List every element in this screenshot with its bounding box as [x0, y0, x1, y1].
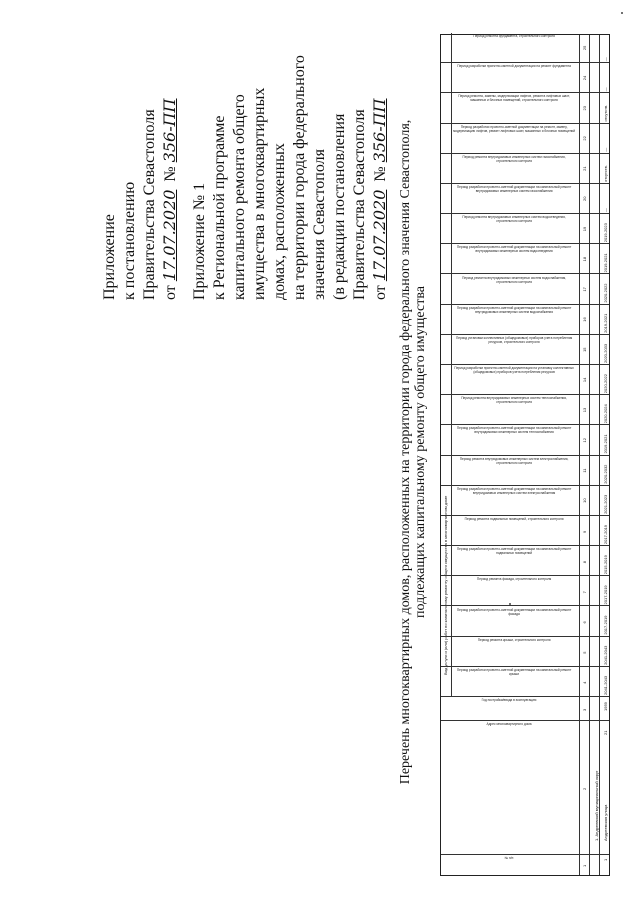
title-line-1: Перечень многоквартирных домов, расположенных на территории города федерального значения Севастополя, — [398, 119, 413, 785]
col-number-15: 15 — [582, 347, 587, 352]
row-value-25: — — [603, 57, 608, 62]
col-header-23: Период ремонта, замены, модернизации лифтов, ремонта лифтовых шахт, машинных и блочных помещений, строительного контроля — [458, 94, 570, 103]
col-number-20: 20 — [582, 196, 587, 201]
row-year: 1959 — [603, 702, 608, 711]
scan-dot — [509, 603, 511, 605]
row-value-5: 2041-2043 — [603, 645, 608, 665]
col-number-13: 13 — [582, 407, 587, 413]
row-value-8: 2015-2019 — [603, 555, 608, 575]
col-header-16: Период разработки проектно-сметной документации на капитальный ремонт внутридомовых инженерных систем водоснабжения — [456, 305, 572, 314]
annex-line-2: к Региональной программе — [211, 115, 228, 300]
col-number-19: 19 — [582, 226, 587, 232]
row-value-24: — — [603, 87, 608, 92]
approval-date-prefix: от — [162, 281, 179, 300]
table-rule — [441, 720, 609, 721]
annex-line-9: Правительства Севастополя — [351, 109, 368, 300]
col-header-2: Адрес многоквартирного дома — [486, 722, 532, 726]
col-header-14: Период разработки проектно-сметной документации на установку коллективных (общедомовых) приборов учета потребления ресурсов — [454, 366, 574, 375]
annex-date: 17.07.2020 — [370, 189, 389, 282]
document-title — [398, 72, 428, 832]
col-number-7: 7 — [582, 591, 587, 594]
annex-line-5: домах, расположенных — [271, 143, 288, 300]
annex-line-3: капитального ремонта общего — [231, 94, 248, 300]
table-rule — [441, 854, 609, 855]
col-number-17: 17 — [582, 287, 587, 292]
row-value-13: 2020-2024 — [603, 404, 608, 424]
row-value-20: — — [603, 208, 608, 213]
row-value-18: 2019-2021 — [603, 253, 608, 273]
annex-date-line — [370, 55, 391, 300]
table-rule — [441, 605, 609, 606]
col-number-10: 10 — [582, 498, 587, 503]
row-value-15: 2020-2033 — [603, 343, 608, 363]
annex-line-8: (в редакции постановления — [331, 113, 348, 300]
col-number-11: 11 — [582, 468, 587, 473]
col-number-14: 14 — [582, 377, 587, 383]
row-value-21: отсутств. — [603, 165, 608, 182]
col-number-4: 4 — [582, 681, 587, 684]
row-value-16: 2019-2021 — [603, 313, 608, 333]
col-header-18: Период разработки проектно-сметной документации на капитальный ремонт внутридомовых инженерных систем водоотведения — [456, 245, 572, 254]
col-number-23: 23 — [582, 106, 587, 111]
approval-number: 356-ПП — [160, 98, 179, 163]
annex-line-4: имущества в многоквартирных — [251, 87, 268, 300]
table-rule — [441, 364, 609, 365]
approval-date-line — [160, 98, 181, 300]
col-header-21: Период ремонта внутридомовых инженерных систем газоснабжения, строительного контроля — [462, 154, 566, 163]
col-number-12: 12 — [582, 438, 587, 443]
col-header-9: Период ремонта подвальных помещений, строительного контроля — [464, 516, 564, 521]
annex-line-6: на территории города федерального — [291, 55, 308, 300]
row-house: 21 — [603, 730, 608, 735]
annex-line-1: Приложение № 1 — [191, 182, 208, 300]
row-value-9: 2017-2019 — [603, 524, 608, 545]
col-number-6: 6 — [582, 621, 587, 624]
row-value-17: 2020-2022 — [603, 283, 608, 303]
approval-number-prefix: № — [162, 162, 179, 182]
col-number-22: 22 — [582, 136, 587, 141]
approval-block — [100, 98, 181, 300]
table-rule — [589, 35, 590, 875]
row-value-22: — — [603, 147, 608, 152]
col-header-10: Период разработки проектно-сметной документации на капитальный ремонт внутридомовых инженерных систем электроснабжения — [456, 486, 572, 495]
col-header-6: Период разработки проектно-сметной документации на капитальный ремонт фасада — [456, 607, 572, 616]
table-rule — [441, 273, 609, 274]
col-header-1: № п/п — [504, 856, 514, 860]
col-header-3: Год постройки/ввода в эксплуатацию — [481, 698, 537, 702]
row-value-6: 2017-2019 — [603, 615, 608, 635]
table-rule — [451, 33, 452, 697]
row-value-7: 2017-2019 — [603, 585, 608, 605]
row-number: 1 — [603, 858, 608, 861]
annex-number: 356-ПП — [370, 98, 389, 163]
table-top-header: Вид услуги и (или) работ по капитальному ремонту общего имущества в многоквартирном доме — [443, 495, 448, 675]
col-header-20: Период разработки проектно-сметной документации на капитальный ремонт внутридомовых инженерных систем газоснабжения — [456, 184, 572, 193]
col-number-18: 18 — [582, 256, 587, 262]
col-header-17: Период ремонта внутридомовых инженерных систем водоснабжения, строительного контроля — [461, 275, 567, 284]
col-number-5: 5 — [582, 651, 587, 654]
col-header-13: Период ремонта внутридомовых инженерных систем теплоснабжения, строительного контроля — [461, 396, 567, 405]
col-number-8: 8 — [582, 560, 587, 564]
col-header-12: Период разработки проектно-сметной документации на капитальный ремонт внутридомовых инженерных систем теплоснабжения — [456, 426, 572, 435]
row-value-19: 2019-2023 — [603, 223, 608, 243]
table-rule — [599, 35, 600, 875]
col-header-8: Период разработки проектно-сметной документации на капитальный ремонт подвальных помещений — [456, 547, 572, 556]
col-header-5: Период ремонта крыши, строительного контроля — [477, 637, 551, 642]
row-value-12: 2019-2021 — [603, 434, 608, 454]
table-rule — [441, 696, 609, 697]
scan-dot — [621, 12, 623, 14]
row-value-14: 2020-2022 — [603, 374, 608, 394]
col-header-7: Период ремонта фасада, строительного контроля — [476, 577, 552, 582]
row-value-11: 2020-2032 — [603, 464, 608, 484]
col-number-3: 3 — [582, 708, 587, 711]
row-value-23: отсутств. — [603, 104, 608, 122]
approval-date: 17.07.2020 — [160, 189, 179, 282]
approval-line-2: к постановлению — [121, 181, 138, 300]
col-header-19: Период ремонта внутридомовых инженерных систем водоотведения, строительного контроля — [462, 215, 566, 224]
title-line-2: подлежащих капитальному ремонту общего имущества — [413, 286, 428, 618]
col-header-11: Период ремонта внутридомовых инженерных систем электроснабжения, строительного контроля — [459, 456, 569, 465]
col-header-24: Период разработки проектно-сметной документации на ремонт фундамента — [457, 64, 571, 69]
table-rule — [579, 35, 580, 875]
col-number-24: 24 — [582, 75, 587, 81]
annex-date-prefix: от — [372, 281, 389, 300]
col-number-16: 16 — [582, 317, 587, 322]
col-header-22: Период разработки проектно-сметной документации на ремонт, замену, модернизацию лифтов, ремонт лифтовых шахт, машинных и блочных помещений — [453, 124, 575, 133]
col-header-15: Период установки коллективных (общедомовых) приборов учета потребления ресурсов, строительного контроля — [455, 335, 573, 344]
col-number-9: 9 — [582, 530, 587, 533]
annex-line-7: значения Севастополя — [311, 149, 328, 300]
approval-line-3: Правительства Севастополя — [141, 109, 158, 300]
table-rule — [441, 455, 609, 456]
col-header-25: Период ремонта фундамента, строительного контроля — [473, 34, 555, 39]
section-row-label: 1. Андреевский муниципальный округ — [594, 770, 599, 841]
row-value-10: 2021-2023 — [603, 494, 608, 514]
col-number-21: 21 — [582, 166, 587, 171]
col-number-2: 2 — [582, 787, 587, 790]
approval-line-1: Приложение — [101, 214, 118, 300]
annex-block — [190, 55, 391, 300]
col-number-1: 1 — [582, 864, 587, 867]
col-header-4: Период разработки проектно-сметной документации на капитальный ремонт крыши — [456, 667, 572, 676]
row-address: Андреевская улица — [603, 804, 608, 841]
col-number-25: 25 — [582, 45, 587, 51]
capital-repair-table — [440, 34, 610, 876]
row-value-4: 2041-2043 — [603, 675, 608, 695]
annex-number-prefix: № — [372, 162, 389, 182]
table-rule — [441, 123, 609, 124]
